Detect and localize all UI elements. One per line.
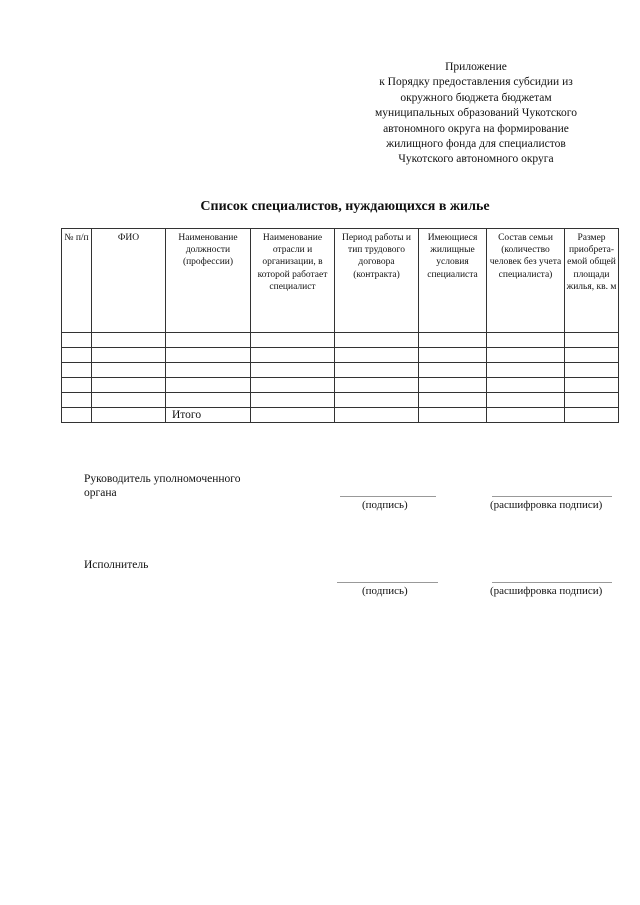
column-header-area: Размер приобрета-емой общей площади жилья, кв. м (565, 229, 619, 333)
head-decode-caption: (расшифровка подписи) (490, 499, 603, 511)
table-cell[interactable] (92, 408, 166, 423)
head-label-line1: Руководитель уполномоченного (84, 473, 241, 485)
table-cell[interactable] (565, 363, 619, 378)
table-cell[interactable] (335, 363, 419, 378)
table-cell[interactable] (565, 393, 619, 408)
table-cell[interactable] (565, 348, 619, 363)
column-header-number: № п/п (62, 229, 92, 333)
appendix-line: муниципальных образований Чукотского (375, 107, 577, 120)
executor-decode-caption: (расшифровка подписи) (490, 585, 603, 597)
document-title: Список специалистов, нуждающихся в жилье (200, 199, 490, 214)
table-cell[interactable] (251, 333, 335, 348)
table-cell[interactable] (487, 348, 565, 363)
table-cell[interactable] (166, 348, 251, 363)
executor-label: Исполнитель (84, 559, 149, 571)
table-cell[interactable] (92, 348, 166, 363)
table-header-row (62, 229, 619, 333)
table-cell[interactable] (251, 393, 335, 408)
table-cell[interactable] (335, 393, 419, 408)
table-cell[interactable] (166, 333, 251, 348)
appendix-block (350, 60, 602, 168)
appendix-line: Приложение (445, 61, 507, 73)
column-header-housing: Имеющиеся жилищные условия специалиста (419, 229, 487, 333)
table-cell[interactable] (419, 348, 487, 363)
table-cell[interactable] (335, 408, 419, 423)
table-cell[interactable] (335, 378, 419, 393)
table-cell[interactable] (251, 378, 335, 393)
table-cell[interactable] (419, 378, 487, 393)
table-cell[interactable] (62, 408, 92, 423)
specialists-table (61, 228, 619, 423)
appendix-line: Чукотского автономного округа (398, 153, 554, 166)
table-cell[interactable] (92, 333, 166, 348)
table-cell[interactable] (335, 333, 419, 348)
table-cell[interactable] (565, 408, 619, 423)
head-signature-caption: (подпись) (362, 499, 408, 511)
table-cell[interactable] (166, 378, 251, 393)
table-cell[interactable] (419, 333, 487, 348)
column-header-family: Состав семьи (количество человек без учета специалиста) (487, 229, 565, 333)
table-cell[interactable] (62, 393, 92, 408)
table-row (62, 363, 619, 378)
table-row (62, 333, 619, 348)
table-cell[interactable] (166, 393, 251, 408)
appendix-line: окружного бюджета бюджетам (400, 91, 552, 104)
total-label: Итого (166, 408, 251, 423)
table-cell[interactable] (335, 348, 419, 363)
column-header-name: ФИО (92, 229, 166, 333)
appendix-line: автономного округа на формирование (383, 122, 569, 135)
executor-signature-caption: (подпись) (362, 585, 408, 597)
column-header-work-period: Период работы и тип трудового договора (контракта) (335, 229, 419, 333)
table-cell[interactable] (62, 333, 92, 348)
table-cell[interactable] (92, 378, 166, 393)
table-cell[interactable] (565, 333, 619, 348)
table-row (62, 348, 619, 363)
table-cell[interactable] (487, 408, 565, 423)
table-cell[interactable] (487, 393, 565, 408)
appendix-line: к Порядку предоставления субсидии из (379, 76, 573, 89)
executor-decode-line[interactable] (492, 582, 612, 583)
table-cell[interactable] (251, 348, 335, 363)
head-decode-line[interactable] (492, 496, 612, 497)
column-header-position: Наименование должности (профессии) (166, 229, 251, 333)
table-cell[interactable] (92, 363, 166, 378)
table-cell[interactable] (166, 363, 251, 378)
appendix-line: жилищного фонда для специалистов (386, 138, 566, 151)
table-cell[interactable] (92, 393, 166, 408)
table-cell[interactable] (251, 363, 335, 378)
table-cell[interactable] (487, 363, 565, 378)
executor-signature-line[interactable] (337, 582, 438, 583)
table-total-row (62, 408, 619, 423)
head-signature-line[interactable] (340, 496, 436, 497)
table-cell[interactable] (251, 408, 335, 423)
table-row (62, 378, 619, 393)
head-label-line2: органа (84, 487, 117, 499)
table-cell[interactable] (487, 333, 565, 348)
table-cell[interactable] (419, 363, 487, 378)
table-cell[interactable] (565, 378, 619, 393)
table-cell[interactable] (62, 378, 92, 393)
table-cell[interactable] (62, 348, 92, 363)
table-cell[interactable] (419, 408, 487, 423)
table-cell[interactable] (62, 363, 92, 378)
table-cell[interactable] (419, 393, 487, 408)
table-cell[interactable] (487, 378, 565, 393)
table-row (62, 393, 619, 408)
column-header-organization: Наименование отрасли и организации, в которой работает специалист (251, 229, 335, 333)
